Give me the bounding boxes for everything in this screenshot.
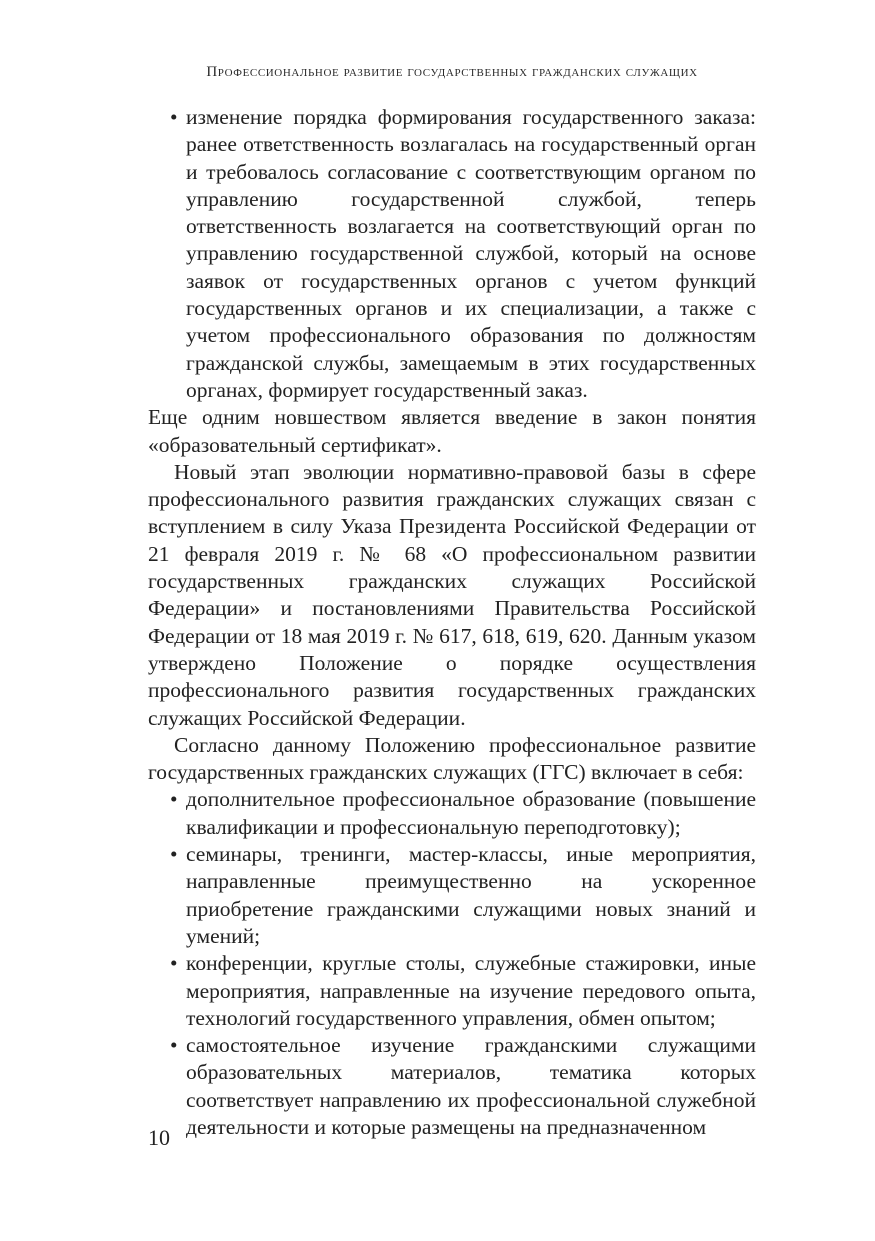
running-head: Профессиональное развитие государственных гражданских служащих xyxy=(206,64,698,80)
bullet-list-2 xyxy=(148,786,756,1141)
list-item xyxy=(148,786,756,841)
list-item xyxy=(148,104,756,404)
bullet-icon: • xyxy=(170,787,178,812)
bullet-list-1 xyxy=(148,104,756,404)
book-page xyxy=(148,0,756,1241)
list-item-text: дополнительное профессиональное образование (повышение квалификации и профессиональную переподготовку); xyxy=(186,787,756,839)
paragraph: Еще одним новшеством является введение в закон понятия «образовательный сертификат». xyxy=(148,405,756,457)
list-item-text: самостоятельное изучение гражданскими служащими образовательных материалов, тематика которых соответствует направлению их профессиональной служебной деятельности и которые размещены на предназначенном xyxy=(186,1033,756,1139)
bullet-icon: • xyxy=(170,951,178,976)
list-item xyxy=(148,950,756,1032)
list-item xyxy=(148,1032,756,1141)
bullet-icon: • xyxy=(170,842,178,867)
bullet-icon: • xyxy=(170,1033,178,1058)
list-item-text: изменение порядка формирования государственного заказа: ранее ответственность возлагалась на государственный орган и требовалось согласование с соответствующим органом по управлению государственной службой, теперь ответственность возлагается на соответствующий орган по управлению государственной службой, который на основе заявок от государственных органов с учетом функций государственных органов и их специализации, а также с учетом профессионального образования по должностям гражданской службы, замещаемым в этих государственных органах, формирует государственный заказ. xyxy=(186,105,756,402)
list-item xyxy=(148,841,756,950)
list-item-text: семинары, тренинги, мастер-классы, иные мероприятия, направленные преимущественно на ускоренное приобретение гражданскими служащими новых знаний и умений; xyxy=(186,842,756,948)
bullet-icon: • xyxy=(170,105,178,129)
page-body xyxy=(148,104,756,1141)
page-number: 10 xyxy=(148,1125,170,1150)
paragraph: Новый этап эволюции нормативно-правовой базы в сфере профессионального развития гражданских служащих связан с вступлением в силу Указа Президента Российской Федерации от 21 февраля 2019 г. № 68 «О профессиональном развитии государственных гражданских служащих Российской Федерации» и постановлениями Правительства Российской Федерации от 18 мая 2019 г. № 617, 618, 619, 620. Данным указом утверждено Положение о порядке осуществления профессионального развития государственных гражданских служащих Российской Федерации. xyxy=(148,459,756,730)
list-item-text: конференции, круглые столы, служебные стажировки, иные мероприятия, направленные на изучение передового опыта, технологий государственного управления, обмен опытом; xyxy=(186,951,756,1030)
paragraph: Согласно данному Положению профессиональное развитие государственных гражданских служащих (ГГС) включает в себя: xyxy=(148,732,756,785)
